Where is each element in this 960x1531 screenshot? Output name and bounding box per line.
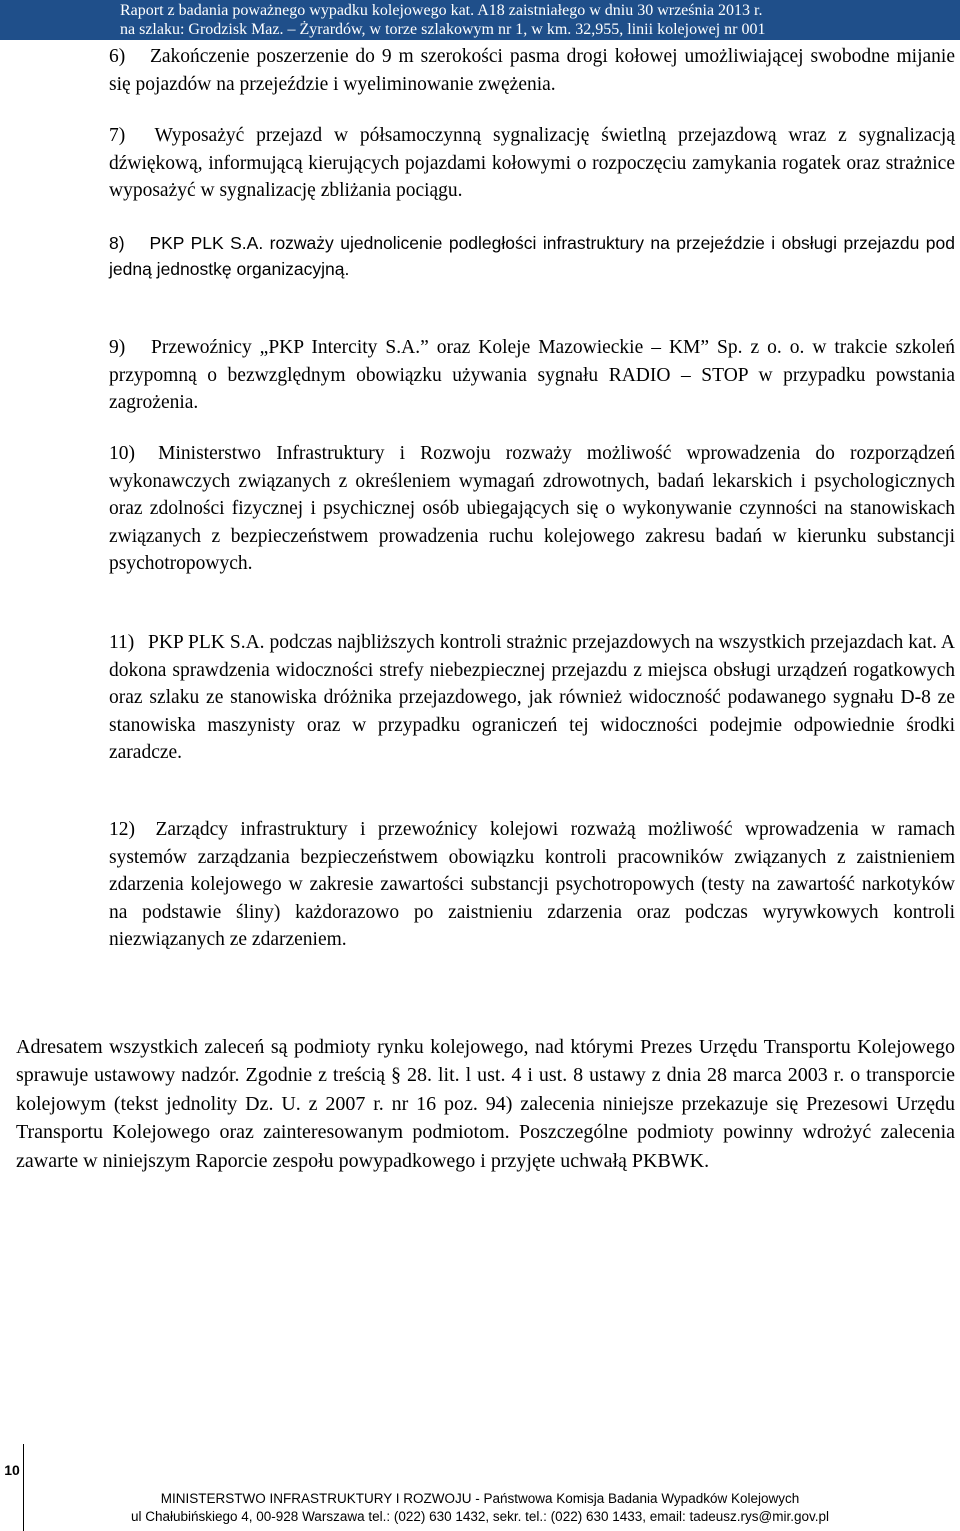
recommendation-6 [109, 43, 955, 98]
footer-contact: ul Chałubińskiego 4, 00-928 Warszawa tel.: (022) 630 1432, sekr. tel.: (022) 630 1433, email: tadeusz.rys@mir.gov.pl [130, 1509, 830, 1524]
recommendation-11 [109, 629, 955, 767]
page-number: 10 [4, 1462, 20, 1478]
footer-institution: MINISTERSTWO INFRASTRUKTURY I ROZWOJU - Państwowa Komisja Badania Wypadków Kolejowych [160, 1491, 800, 1506]
report-header [0, 0, 960, 40]
recommendation-text: PKP PLK S.A. rozważy ujednolicenie podległości infrastruktury na przejeździe i obsługi przejazdu pod jedną jednostkę organizacyjną. [109, 233, 955, 279]
recommendation-text: Ministerstwo Infrastruktury i Rozwoju rozważy możliwość wprowadzenia do rozporządzeń wykonawczych związanych z określeniem wymagań zdrowotnych, badań lekarskich i psychologicznych oraz zdolności fizycznej i psychicznej osób ubiegających się o wykonywanie czynności na stanowiskach związanych z bezpieczeństwem prowadzenia ruchu kolejowego zakresu badań w kierunku substancji psychotropowych. [109, 443, 956, 575]
recommendation-number: 9) [109, 337, 126, 358]
recommendation-10 [109, 440, 955, 578]
recommendation-number: 10) [109, 443, 135, 464]
recommendation-8 [109, 230, 955, 282]
recommendation-text: Zarządcy infrastruktury i przewoźnicy kolejowi rozważą możliwość wprowadzenia w ramach systemów zarządzania bezpieczeństwem obowiązku kontroli pracowników związanych z zaistnieniem zdarzenia kolejowego w zakresie zawartości substancji psychotropowych (testy na zawartość narkotyków na podstawie śliny) każdorazowo po zaistnieniu zdarzenia oraz podczas wyrywkowych kontroli niezwiązanych ze zdarzeniem. [109, 819, 956, 951]
header-title-line: Raport z badania poważnego wypadku kolejowego kat. A18 zaistniałego w dniu 30 września 2013 r. [120, 2, 763, 19]
recommendation-text: Zakończenie poszerzenie do 9 m szerokości pasma drogi kołowej umożliwiającej swobodne mijanie się pojazdów na przejeździe i wyeliminowanie zwężenia. [109, 46, 956, 95]
recommendation-number: 6) [109, 46, 126, 67]
recommendation-number: 8) [109, 233, 125, 253]
header-location-line: na szlaku: Grodzisk Maz. – Żyrardów, w torze szlakowym nr 1, w km. 32,955, linii kolejowej nr 001 [120, 21, 766, 38]
recommendation-text: Wyposażyć przejazd w półsamoczynną sygnalizację świetlną przejazdową wraz z sygnalizacją dźwiękową, informującą kierujących pojazdami kołowymi o rozpoczęciu zamykania rogatek oraz strażnice wyposażyć w sygnalizację zbliżania pociągu. [109, 125, 955, 202]
recommendation-text: PKP PLK S.A. podczas najbliższych kontroli strażnic przejazdowych na wszystkich przejazdach kat. A dokona sprawdzenia widoczności strefy niebezpiecznej przejazdu z miejsca obsługi urządzeń rogatkowych oraz szlaku ze stanowiska dróżnika przejazdowego, jak również widoczność podawanego sygnału D-8 ze stanowiska maszynisty oraz w przypadku ograniczeń tej widoczności podejmie odpowiednie środki zaradcze. [109, 632, 955, 764]
recommendation-12 [109, 816, 955, 954]
closing-paragraph: Adresatem wszystkich zaleceń są podmioty rynku kolejowego, nad którymi Prezes Urzędu Transportu Kolejowego sprawuje ustawowy nadzór. Zgodnie z treścią § 28. lit. l ust. 4 i ust. 8 ustawy z dnia 28 marca 2003 r. o transporcie kolejowym (tekst jednolity Dz. U. z 2007 r. nr 16 poz. 94) zalecenia niniejsze przekazuje się Prezesowi Urzędu Transportu Kolejowego oraz zainteresowanym podmiotom. Poszczególne podmioty powinny wdrożyć zalecenia zawarte w niniejszym Raporcie zespołu powypadkowego i przyjęte uchwałą PKBWK. [16, 1036, 955, 1172]
recommendation-number: 12) [109, 819, 135, 840]
recommendation-text: Przewoźnicy „PKP Intercity S.A.” oraz Koleje Mazowieckie – KM” Sp. z o. o. w trakcie szkoleń przypomną o bezwzględnym obowiązku używania sygnału RADIO – STOP w przypadku powstania zagrożenia. [109, 337, 955, 414]
recommendation-number: 7) [109, 125, 126, 146]
recommendation-9 [109, 334, 955, 417]
page-footer [0, 1490, 960, 1526]
recommendation-number: 11) [109, 632, 135, 653]
recommendation-7 [109, 122, 955, 205]
